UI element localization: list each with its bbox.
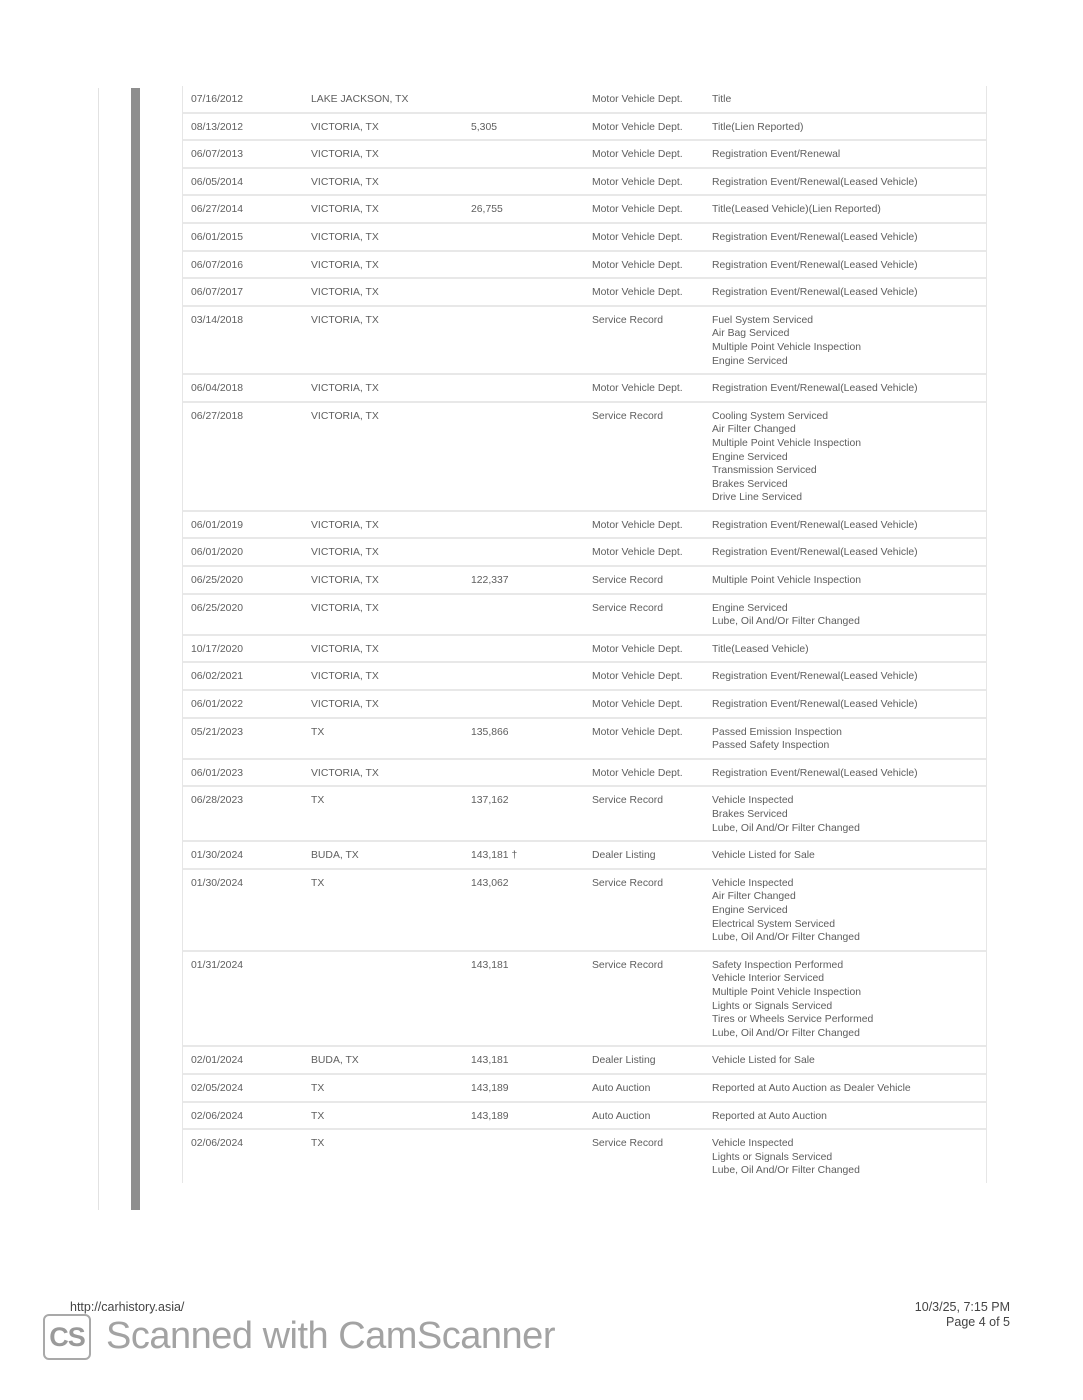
row-details [712,602,986,629]
row-details [712,382,986,396]
row-location: VICTORIA, TX [311,204,379,216]
row-date: 10/17/2020 [191,643,244,655]
row-source: Motor Vehicle Dept. [592,671,683,683]
row-detail-line: Air Bag Serviced [712,328,790,340]
row-location: VICTORIA, TX [311,699,379,711]
row-source: Motor Vehicle Dept. [592,699,683,711]
history-row [183,1130,986,1183]
row-detail-line: Lights or Signals Serviced [712,1151,833,1163]
row-detail-line: Vehicle Listed for Sale [712,1055,815,1067]
row-details [712,794,986,835]
history-row [183,114,986,142]
row-detail-line: Transmission Serviced [712,465,817,477]
row-date: 06/02/2021 [191,671,244,683]
row-location: VICTORIA, TX [311,149,379,161]
footer-page-number: Page 4 of 5 [946,1315,1010,1329]
row-detail-line: Engine Serviced [712,602,788,614]
row-location: VICTORIA, TX [311,383,379,395]
row-date: 06/01/2019 [191,519,244,531]
row-source: Motor Vehicle Dept. [592,121,683,133]
row-detail-line: Registration Event/Renewal(Leased Vehicle) [712,383,918,395]
row-location: LAKE JACKSON, TX [311,94,409,105]
row-source: Motor Vehicle Dept. [592,767,683,779]
row-date: 02/06/2024 [191,1110,244,1122]
row-source: Motor Vehicle Dept. [592,726,683,738]
row-detail-line: Title(Leased Vehicle) [712,643,809,655]
row-detail-line: Title(Lien Reported) [712,121,804,133]
row-source: Auto Auction [592,1082,651,1094]
row-location: TX [311,726,325,738]
history-row [183,141,986,169]
row-details [712,1082,986,1096]
camscanner-logo: CS [43,1314,91,1360]
row-location: VICTORIA, TX [311,287,379,299]
row-source: Dealer Listing [592,850,656,862]
row-date: 03/14/2018 [191,314,244,326]
row-detail-line: Registration Event/Renewal(Leased Vehicle) [712,699,918,711]
row-location: TX [311,877,325,889]
row-location: TX [311,795,325,807]
row-source: Motor Vehicle Dept. [592,149,683,161]
row-source: Service Record [592,795,664,807]
history-row [183,595,986,636]
row-odometer: 5,305 [471,121,498,133]
row-location: TX [311,1110,325,1122]
camscanner-watermark-text: Scanned with CamScanner [106,1315,555,1357]
history-row [183,252,986,280]
row-detail-line: Lube, Oil And/Or Filter Changed [712,1165,860,1177]
row-detail-line: Air Filter Changed [712,424,796,436]
row-odometer: 143,181 [471,1055,509,1067]
row-source: Motor Vehicle Dept. [592,547,683,559]
row-details [712,93,986,107]
row-detail-line: Vehicle Interior Serviced [712,973,825,985]
row-detail-line: Electrical System Serviced [712,918,835,930]
history-row [183,870,986,952]
row-detail-line: Title(Leased Vehicle)(Lien Reported) [712,204,881,216]
page-frame-line [98,88,99,1210]
row-source: Motor Vehicle Dept. [592,259,683,271]
row-details [712,698,986,712]
history-row [183,224,986,252]
row-details [712,286,986,300]
row-date: 07/16/2012 [191,94,244,105]
row-location: VICTORIA, TX [311,575,379,587]
row-date: 06/01/2020 [191,547,244,559]
row-date: 06/07/2016 [191,259,244,271]
history-row [183,512,986,540]
row-source: Service Record [592,602,664,614]
row-details [712,670,986,684]
row-odometer: 143,181 [471,959,509,971]
history-row [183,375,986,403]
row-detail-line: Registration Event/Renewal(Leased Vehicle) [712,519,918,531]
row-location: VICTORIA, TX [311,121,379,133]
row-odometer: 135,866 [471,726,509,738]
row-detail-line: Vehicle Inspected [712,1138,794,1150]
row-detail-line: Safety Inspection Performed [712,959,844,971]
row-detail-line: Registration Event/Renewal(Leased Vehicle) [712,287,918,299]
row-date: 08/13/2012 [191,121,244,133]
history-row [183,636,986,664]
row-detail-line: Vehicle Inspected [712,795,794,807]
row-location: BUDA, TX [311,850,359,862]
row-date: 02/01/2024 [191,1055,244,1067]
row-odometer: 143,062 [471,877,509,889]
row-date: 06/07/2013 [191,149,244,161]
row-details [712,877,986,945]
row-details [712,726,986,753]
row-details [712,849,986,863]
row-location: VICTORIA, TX [311,231,379,243]
row-odometer: 122,337 [471,575,509,587]
vehicle-history-table [182,86,987,1183]
row-odometer: 137,162 [471,795,509,807]
row-source: Service Record [592,877,664,889]
row-details [712,959,986,1041]
row-detail-line: Brakes Serviced [712,478,788,490]
row-date: 06/25/2020 [191,602,244,614]
row-date: 01/30/2024 [191,850,244,862]
footer-timestamp-page [915,1300,1010,1330]
row-source: Service Record [592,410,664,422]
row-detail-line: Reported at Auto Auction as Dealer Vehicle [712,1082,911,1094]
row-source: Dealer Listing [592,1055,656,1067]
row-detail-line: Engine Serviced [712,904,788,916]
row-date: 06/27/2018 [191,410,244,422]
row-date: 06/04/2018 [191,383,244,395]
row-source: Motor Vehicle Dept. [592,231,683,243]
row-detail-line: Lube, Oil And/Or Filter Changed [712,1027,860,1039]
row-detail-line: Engine Serviced [712,451,788,463]
footer-datetime: 10/3/25, 7:15 PM [914,1300,1010,1314]
row-details [712,1054,986,1068]
row-details [712,546,986,560]
row-detail-line: Air Filter Changed [712,891,796,903]
row-date: 06/07/2017 [191,287,244,299]
row-detail-line: Registration Event/Renewal(Leased Vehicle) [712,176,918,188]
section-side-bar [131,88,140,1210]
history-row [183,719,986,760]
history-row [183,196,986,224]
row-date: 02/06/2024 [191,1138,244,1150]
row-detail-line: Lube, Oil And/Or Filter Changed [712,616,860,628]
history-row [183,787,986,842]
history-row [183,279,986,307]
row-location: VICTORIA, TX [311,410,379,422]
row-date: 06/01/2023 [191,767,244,779]
history-row [183,1103,986,1131]
history-row [183,663,986,691]
row-date: 06/28/2023 [191,795,244,807]
row-source: Auto Auction [592,1110,651,1122]
row-detail-line: Multiple Point Vehicle Inspection [712,575,862,587]
row-date: 06/05/2014 [191,176,244,188]
row-source: Motor Vehicle Dept. [592,176,683,188]
row-date: 01/31/2024 [191,959,244,971]
row-detail-line: Fuel System Serviced [712,314,814,326]
row-detail-line: Lights or Signals Serviced [712,1000,833,1012]
history-row [183,952,986,1048]
row-details [712,1137,986,1178]
row-details [712,574,986,588]
history-row [183,691,986,719]
row-details [712,231,986,245]
history-row [183,842,986,870]
row-details [712,767,986,781]
row-location: VICTORIA, TX [311,547,379,559]
row-source: Motor Vehicle Dept. [592,519,683,531]
row-source: Service Record [592,1138,664,1150]
row-source: Motor Vehicle Dept. [592,383,683,395]
history-row [183,169,986,197]
row-location: VICTORIA, TX [311,767,379,779]
row-location: VICTORIA, TX [311,671,379,683]
row-detail-line: Title [712,94,732,105]
row-odometer: 143,189 [471,1082,509,1094]
history-row [183,86,986,114]
row-detail-line: Registration Event/Renewal(Leased Vehicle) [712,547,918,559]
row-detail-line: Engine Serviced [712,355,788,367]
row-source: Service Record [592,314,664,326]
row-location: BUDA, TX [311,1055,359,1067]
row-details [712,121,986,135]
row-location: VICTORIA, TX [311,519,379,531]
row-details [712,148,986,162]
row-location: TX [311,1082,325,1094]
row-detail-line: Lube, Oil And/Or Filter Changed [712,822,860,834]
row-detail-line: Passed Safety Inspection [712,740,830,752]
history-row [183,567,986,595]
row-odometer: 143,189 [471,1110,509,1122]
row-detail-line: Passed Emission Inspection [712,726,842,738]
history-row [183,307,986,375]
history-row [183,539,986,567]
row-detail-line: Registration Event/Renewal(Leased Vehicle) [712,259,918,271]
row-details [712,314,986,368]
row-date: 06/25/2020 [191,575,244,587]
row-source: Service Record [592,959,664,971]
row-detail-line: Drive Line Serviced [712,492,803,504]
row-detail-line: Registration Event/Renewal(Leased Vehicle) [712,767,918,779]
row-detail-line: Multiple Point Vehicle Inspection [712,986,862,998]
row-location: VICTORIA, TX [311,643,379,655]
row-date: 06/27/2014 [191,204,244,216]
row-source: Motor Vehicle Dept. [592,643,683,655]
row-location: VICTORIA, TX [311,314,379,326]
row-details [712,410,986,505]
row-details [712,259,986,273]
row-detail-line: Registration Event/Renewal(Leased Vehicle) [712,231,918,243]
footer-url: http://carhistory.asia/ [70,1300,185,1314]
row-details [712,643,986,657]
row-details [712,1110,986,1124]
history-row [183,1075,986,1103]
row-detail-line: Lube, Oil And/Or Filter Changed [712,932,860,944]
history-row [183,403,986,512]
row-detail-line: Registration Event/Renewal(Leased Vehicle) [712,671,918,683]
row-date: 02/05/2024 [191,1082,244,1094]
row-detail-line: Multiple Point Vehicle Inspection [712,437,862,449]
row-odometer: 26,755 [471,204,503,216]
row-detail-line: Reported at Auto Auction [712,1110,827,1122]
row-source: Motor Vehicle Dept. [592,94,683,105]
row-source: Service Record [592,575,664,587]
row-date: 05/21/2023 [191,726,244,738]
row-location: VICTORIA, TX [311,176,379,188]
row-detail-line: Registration Event/Renewal [712,149,841,161]
row-details [712,176,986,190]
row-detail-line: Tires or Wheels Service Performed [712,1014,874,1026]
row-details [712,203,986,217]
row-detail-line: Brakes Serviced [712,809,788,820]
row-detail-line: Vehicle Listed for Sale [712,850,815,862]
row-details [712,519,986,533]
row-source: Motor Vehicle Dept. [592,204,683,216]
row-date: 01/30/2024 [191,877,244,889]
row-date: 06/01/2022 [191,699,244,711]
row-source: Motor Vehicle Dept. [592,287,683,299]
history-row [183,760,986,788]
row-odometer: 143,181 † [471,850,518,862]
row-detail-line: Multiple Point Vehicle Inspection [712,341,862,353]
row-location: VICTORIA, TX [311,602,379,614]
row-detail-line: Vehicle Inspected [712,877,794,889]
history-row [183,1047,986,1075]
row-detail-line: Cooling System Serviced [712,410,829,422]
row-location: VICTORIA, TX [311,259,379,271]
row-date: 06/01/2015 [191,231,244,243]
row-location: TX [311,1138,325,1150]
